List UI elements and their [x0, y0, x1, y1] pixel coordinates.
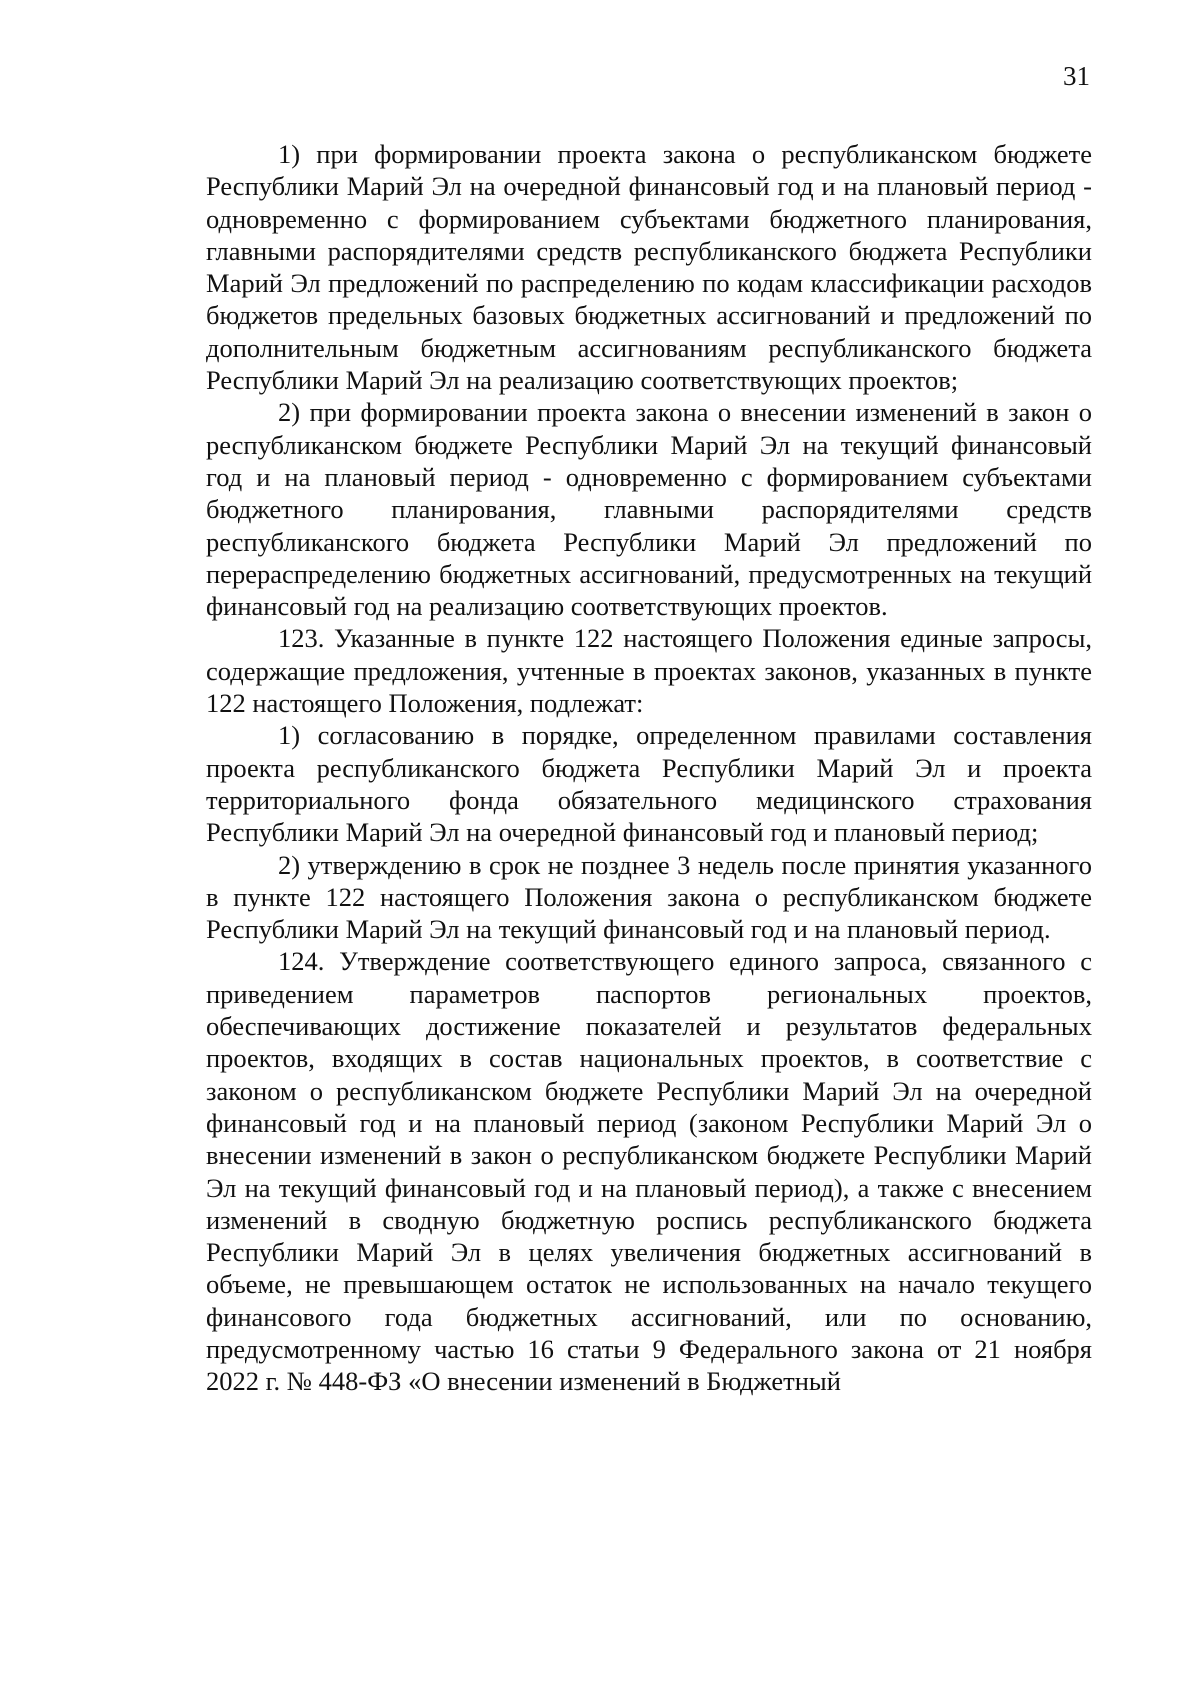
paragraph-item-2-approval: 2) утверждению в срок не позднее 3 недель после принятия указанного в пункте 122 настоящего Положения закона о республиканском бюджете Республики Марий Эл на текущий финансовый год и на плановый период. — [206, 849, 1092, 945]
document-body — [206, 138, 1092, 1398]
paragraph-item-1: 1) при формировании проекта закона о республиканском бюджете Республики Марий Эл на очередной финансовый год и на плановый период - одновременно с формированием субъектами бюджетного планирования, главными распорядителями средств республиканского бюджета Республики Марий Эл предложений по распределению по кодам классификации расходов бюджетов предельных базовых бюджетных ассигнований и предложений по дополнительным бюджетным ассигнованиям республиканского бюджета Республики Марий Эл на реализацию соответствующих проектов; — [206, 139, 1092, 396]
paragraph-item-1-approval: 1) согласованию в порядке, определенном правилами составления проекта республиканского бюджета Республики Марий Эл и проекта территориального фонда обязательного медицинского страхования Республики Марий Эл на очередной финансовый год и плановый период; — [206, 720, 1092, 848]
paragraph-section-124: 124. Утверждение соответствующего единого запроса, связанного с приведением параметров паспортов региональных проектов, обеспечивающих достижение показателей и результатов федеральных проектов, входящих в состав национальных проектов, в соответствие с законом о республиканском бюджете Республики Марий Эл на очередной финансовый год и на плановый период (законом Республики Марий Эл о внесении изменений в закон о республиканском бюджете Республики Марий Эл на текущий финансовый год и на плановый период), а также с внесением изменений в сводную бюджетную роспись республиканского бюджета Республики Марий Эл в целях увеличения бюджетных ассигнований в объеме, не превышающем остаток не использованных на начало текущего финансового года бюджетных ассигнований, или по основанию, предусмотренному частью 16 статьи 9 Федерального закона от 21 ноября 2022 г. № 448-ФЗ «О внесении изменений в Бюджетный — [206, 946, 1092, 1397]
paragraph-item-2: 2) при формировании проекта закона о внесении изменений в закон о республиканском бюджете Республики Марий Эл на текущий финансовый год и на плановый период - одновременно с формированием субъектами бюджетного планирования, главными распорядителями средств республиканского бюджета Республики Марий Эл предложений по перераспределению бюджетных ассигнований, предусмотренных на текущий финансовый год на реализацию соответствующих проектов. — [206, 397, 1092, 622]
page-number: 31 — [1063, 61, 1090, 91]
paragraph-section-123: 123. Указанные в пункте 122 настоящего Положения единые запросы, содержащие предложения, учтенные в проектах законов, указанных в пункте 122 настоящего Положения, подлежат: — [206, 623, 1092, 719]
